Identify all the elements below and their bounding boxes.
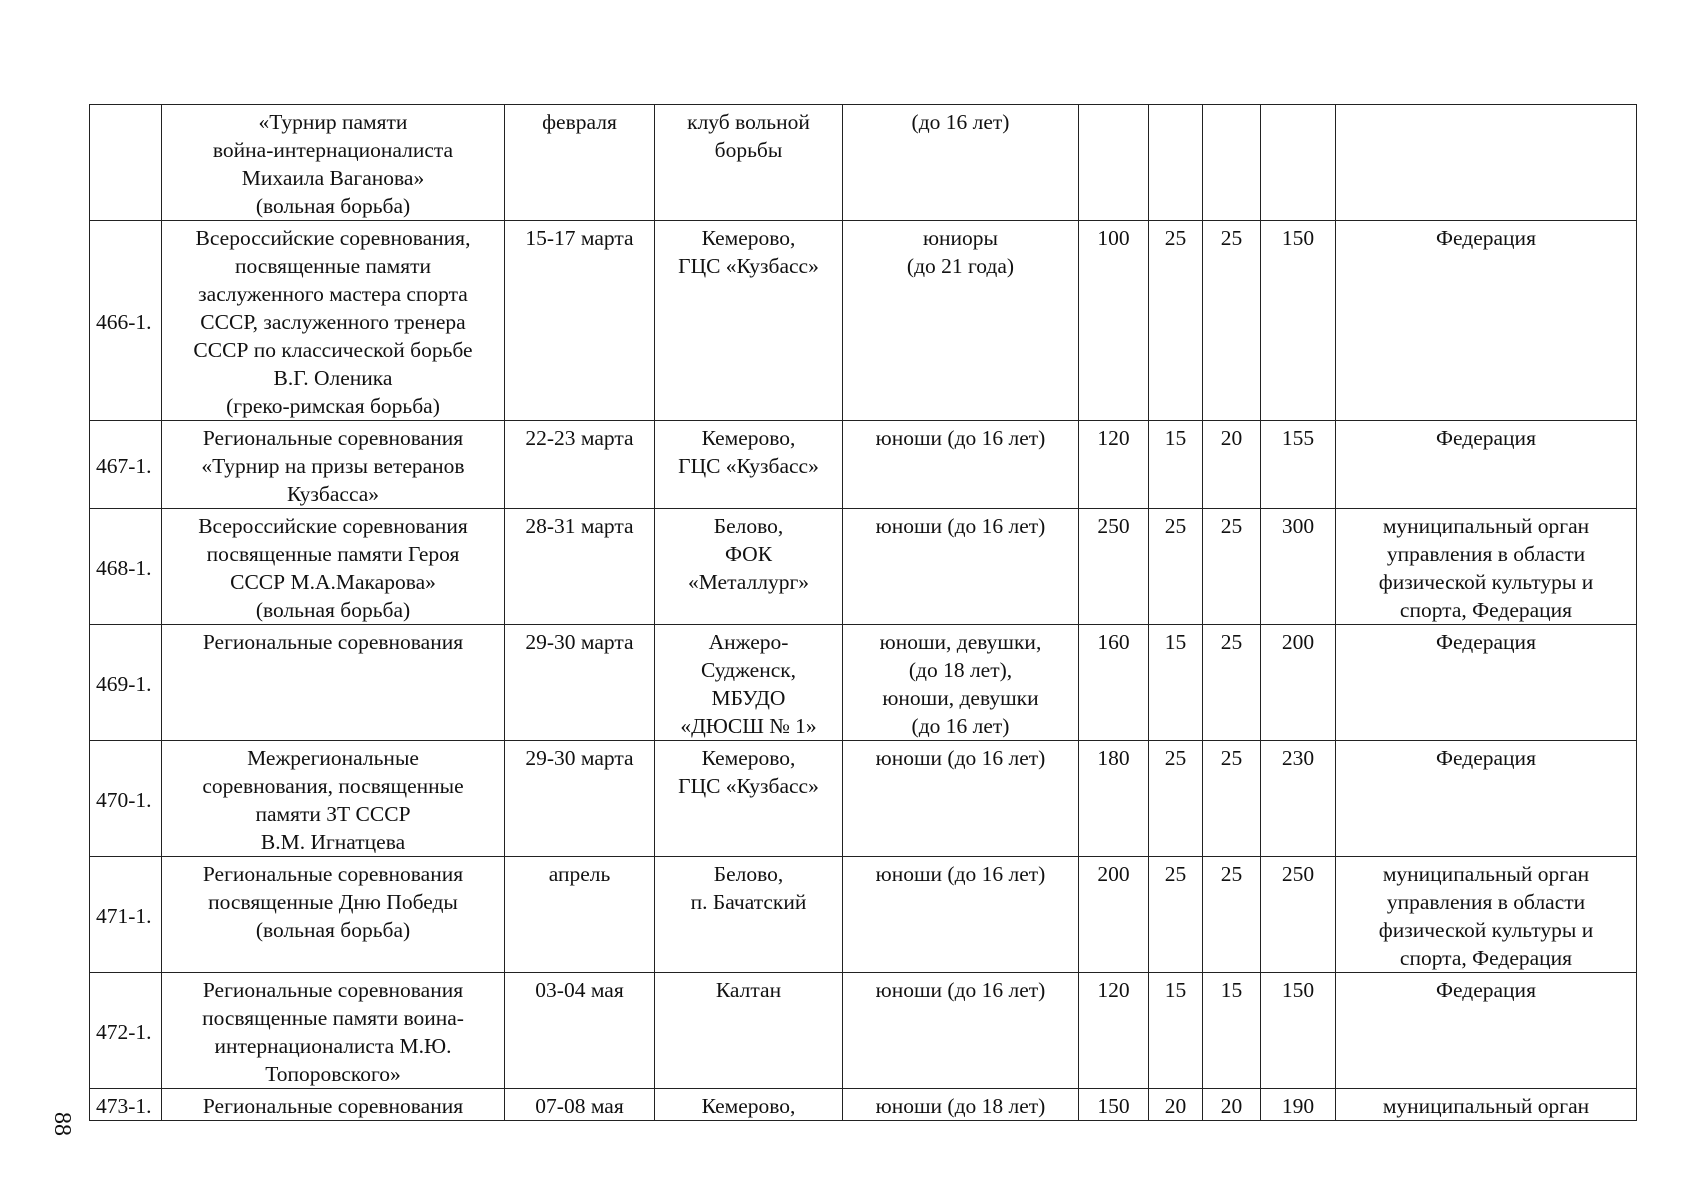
cell-count-athletes: 200 — [1079, 857, 1149, 973]
cell-count-athletes: 150 — [1079, 1089, 1149, 1121]
cell-count-athletes: 120 — [1079, 973, 1149, 1089]
cell-count-total: 230 — [1261, 741, 1336, 857]
cell-event-place: Белово, ФОК «Металлург» — [655, 509, 843, 625]
cell-event-date: апрель — [505, 857, 655, 973]
table-row — [90, 973, 1637, 1089]
cell-event-place: Анжеро- Судженск, МБУДО «ДЮСШ № 1» — [655, 625, 843, 741]
cell-organizer: муниципальный орган — [1336, 1089, 1637, 1121]
cell-event-name: Региональные соревнования «Турнир на призы ветеранов Кузбасса» — [162, 421, 505, 509]
table-row — [90, 421, 1637, 509]
cell-event-place: Кемерово, ГЦС «Кузбасс» — [655, 221, 843, 421]
table-row — [90, 1089, 1637, 1121]
cell-row-number: 468-1. — [90, 509, 162, 625]
cell-event-name: Региональные соревнования — [162, 1089, 505, 1121]
cell-event-name: Всероссийские соревнования, посвященные памяти заслуженного мастера спорта СССР, заслуженного тренера СССР по классической борьбе В.Г. Оленика (греко-римская борьба) — [162, 221, 505, 421]
cell-event-name: Региональные соревнования посвященные памяти воина- интернационалиста М.Ю. Топоровского» — [162, 973, 505, 1089]
cell-count-athletes: 250 — [1079, 509, 1149, 625]
cell-event-date: 29-30 марта — [505, 741, 655, 857]
cell-age-group: (до 16 лет) — [843, 105, 1079, 221]
cell-count-total — [1261, 105, 1336, 221]
cell-count-judges: 15 — [1203, 973, 1261, 1089]
table-row — [90, 741, 1637, 857]
cell-event-date: 29-30 марта — [505, 625, 655, 741]
cell-count-total: 200 — [1261, 625, 1336, 741]
cell-event-place: Калтан — [655, 973, 843, 1089]
cell-count-coaches: 15 — [1149, 973, 1203, 1089]
cell-row-number: 470-1. — [90, 741, 162, 857]
cell-organizer: муниципальный орган управления в области физической культуры и спорта, Федерация — [1336, 509, 1637, 625]
cell-count-coaches: 20 — [1149, 1089, 1203, 1121]
cell-count-judges: 25 — [1203, 625, 1261, 741]
cell-age-group: юноши (до 16 лет) — [843, 421, 1079, 509]
cell-event-date: 07-08 мая — [505, 1089, 655, 1121]
cell-age-group: юниоры (до 21 года) — [843, 221, 1079, 421]
cell-event-name: Межрегиональные соревнования, посвященные памяти ЗТ СССР В.М. Игнатцева — [162, 741, 505, 857]
cell-event-date: 15-17 марта — [505, 221, 655, 421]
table-row — [90, 509, 1637, 625]
cell-count-judges: 25 — [1203, 857, 1261, 973]
cell-row-number: 467-1. — [90, 421, 162, 509]
cell-organizer: муниципальный орган управления в области физической культуры и спорта, Федерация — [1336, 857, 1637, 973]
cell-row-number: 473-1. — [90, 1089, 162, 1121]
cell-count-total: 300 — [1261, 509, 1336, 625]
cell-event-place: Кемерово, — [655, 1089, 843, 1121]
cell-organizer — [1336, 105, 1637, 221]
cell-event-place: Белово, п. Бачатский — [655, 857, 843, 973]
cell-age-group: юноши, девушки, (до 18 лет), юноши, девушки (до 16 лет) — [843, 625, 1079, 741]
cell-organizer: Федерация — [1336, 421, 1637, 509]
cell-event-place: клуб вольной борьбы — [655, 105, 843, 221]
cell-count-athletes: 160 — [1079, 625, 1149, 741]
cell-count-judges: 25 — [1203, 221, 1261, 421]
cell-event-date: 22-23 марта — [505, 421, 655, 509]
cell-count-coaches — [1149, 105, 1203, 221]
cell-count-judges: 20 — [1203, 1089, 1261, 1121]
cell-count-judges — [1203, 105, 1261, 221]
cell-event-place: Кемерово, ГЦС «Кузбасс» — [655, 741, 843, 857]
table-row — [90, 857, 1637, 973]
cell-organizer: Федерация — [1336, 973, 1637, 1089]
cell-count-coaches: 25 — [1149, 221, 1203, 421]
cell-event-date: 03-04 мая — [505, 973, 655, 1089]
cell-age-group: юноши (до 18 лет) — [843, 1089, 1079, 1121]
cell-count-judges: 25 — [1203, 509, 1261, 625]
cell-organizer: Федерация — [1336, 221, 1637, 421]
cell-event-date: февраля — [505, 105, 655, 221]
cell-organizer: Федерация — [1336, 741, 1637, 857]
cell-count-total: 190 — [1261, 1089, 1336, 1121]
cell-count-total: 150 — [1261, 973, 1336, 1089]
cell-row-number: 469-1. — [90, 625, 162, 741]
cell-age-group: юноши (до 16 лет) — [843, 741, 1079, 857]
cell-row-number — [90, 105, 162, 221]
table-row — [90, 105, 1637, 221]
cell-count-coaches: 15 — [1149, 625, 1203, 741]
cell-row-number: 466-1. — [90, 221, 162, 421]
cell-event-place: Кемерово, ГЦС «Кузбасс» — [655, 421, 843, 509]
cell-count-coaches: 15 — [1149, 421, 1203, 509]
cell-age-group: юноши (до 16 лет) — [843, 973, 1079, 1089]
cell-row-number: 472-1. — [90, 973, 162, 1089]
cell-organizer: Федерация — [1336, 625, 1637, 741]
cell-age-group: юноши (до 16 лет) — [843, 857, 1079, 973]
cell-count-athletes: 180 — [1079, 741, 1149, 857]
cell-count-athletes: 100 — [1079, 221, 1149, 421]
cell-count-total: 250 — [1261, 857, 1336, 973]
cell-event-name: Региональные соревнования посвященные Дню Победы (вольная борьба) — [162, 857, 505, 973]
cell-event-name: «Турнир памяти война-интернационалиста Михаила Ваганова» (вольная борьба) — [162, 105, 505, 221]
cell-count-total: 150 — [1261, 221, 1336, 421]
cell-row-number: 471-1. — [90, 857, 162, 973]
events-table — [89, 104, 1637, 1121]
cell-count-judges: 20 — [1203, 421, 1261, 509]
cell-count-judges: 25 — [1203, 741, 1261, 857]
cell-age-group: юноши (до 16 лет) — [843, 509, 1079, 625]
cell-count-athletes — [1079, 105, 1149, 221]
cell-count-total: 155 — [1261, 421, 1336, 509]
table-row — [90, 221, 1637, 421]
cell-count-coaches: 25 — [1149, 509, 1203, 625]
cell-event-name: Региональные соревнования — [162, 625, 505, 741]
cell-count-coaches: 25 — [1149, 741, 1203, 857]
table-row — [90, 625, 1637, 741]
cell-count-athletes: 120 — [1079, 421, 1149, 509]
cell-count-coaches: 25 — [1149, 857, 1203, 973]
cell-event-date: 28-31 марта — [505, 509, 655, 625]
cell-event-name: Всероссийские соревнования посвященные памяти Героя СССР М.А.Макарова» (вольная борьба) — [162, 509, 505, 625]
page-number: 88 — [49, 1112, 75, 1136]
